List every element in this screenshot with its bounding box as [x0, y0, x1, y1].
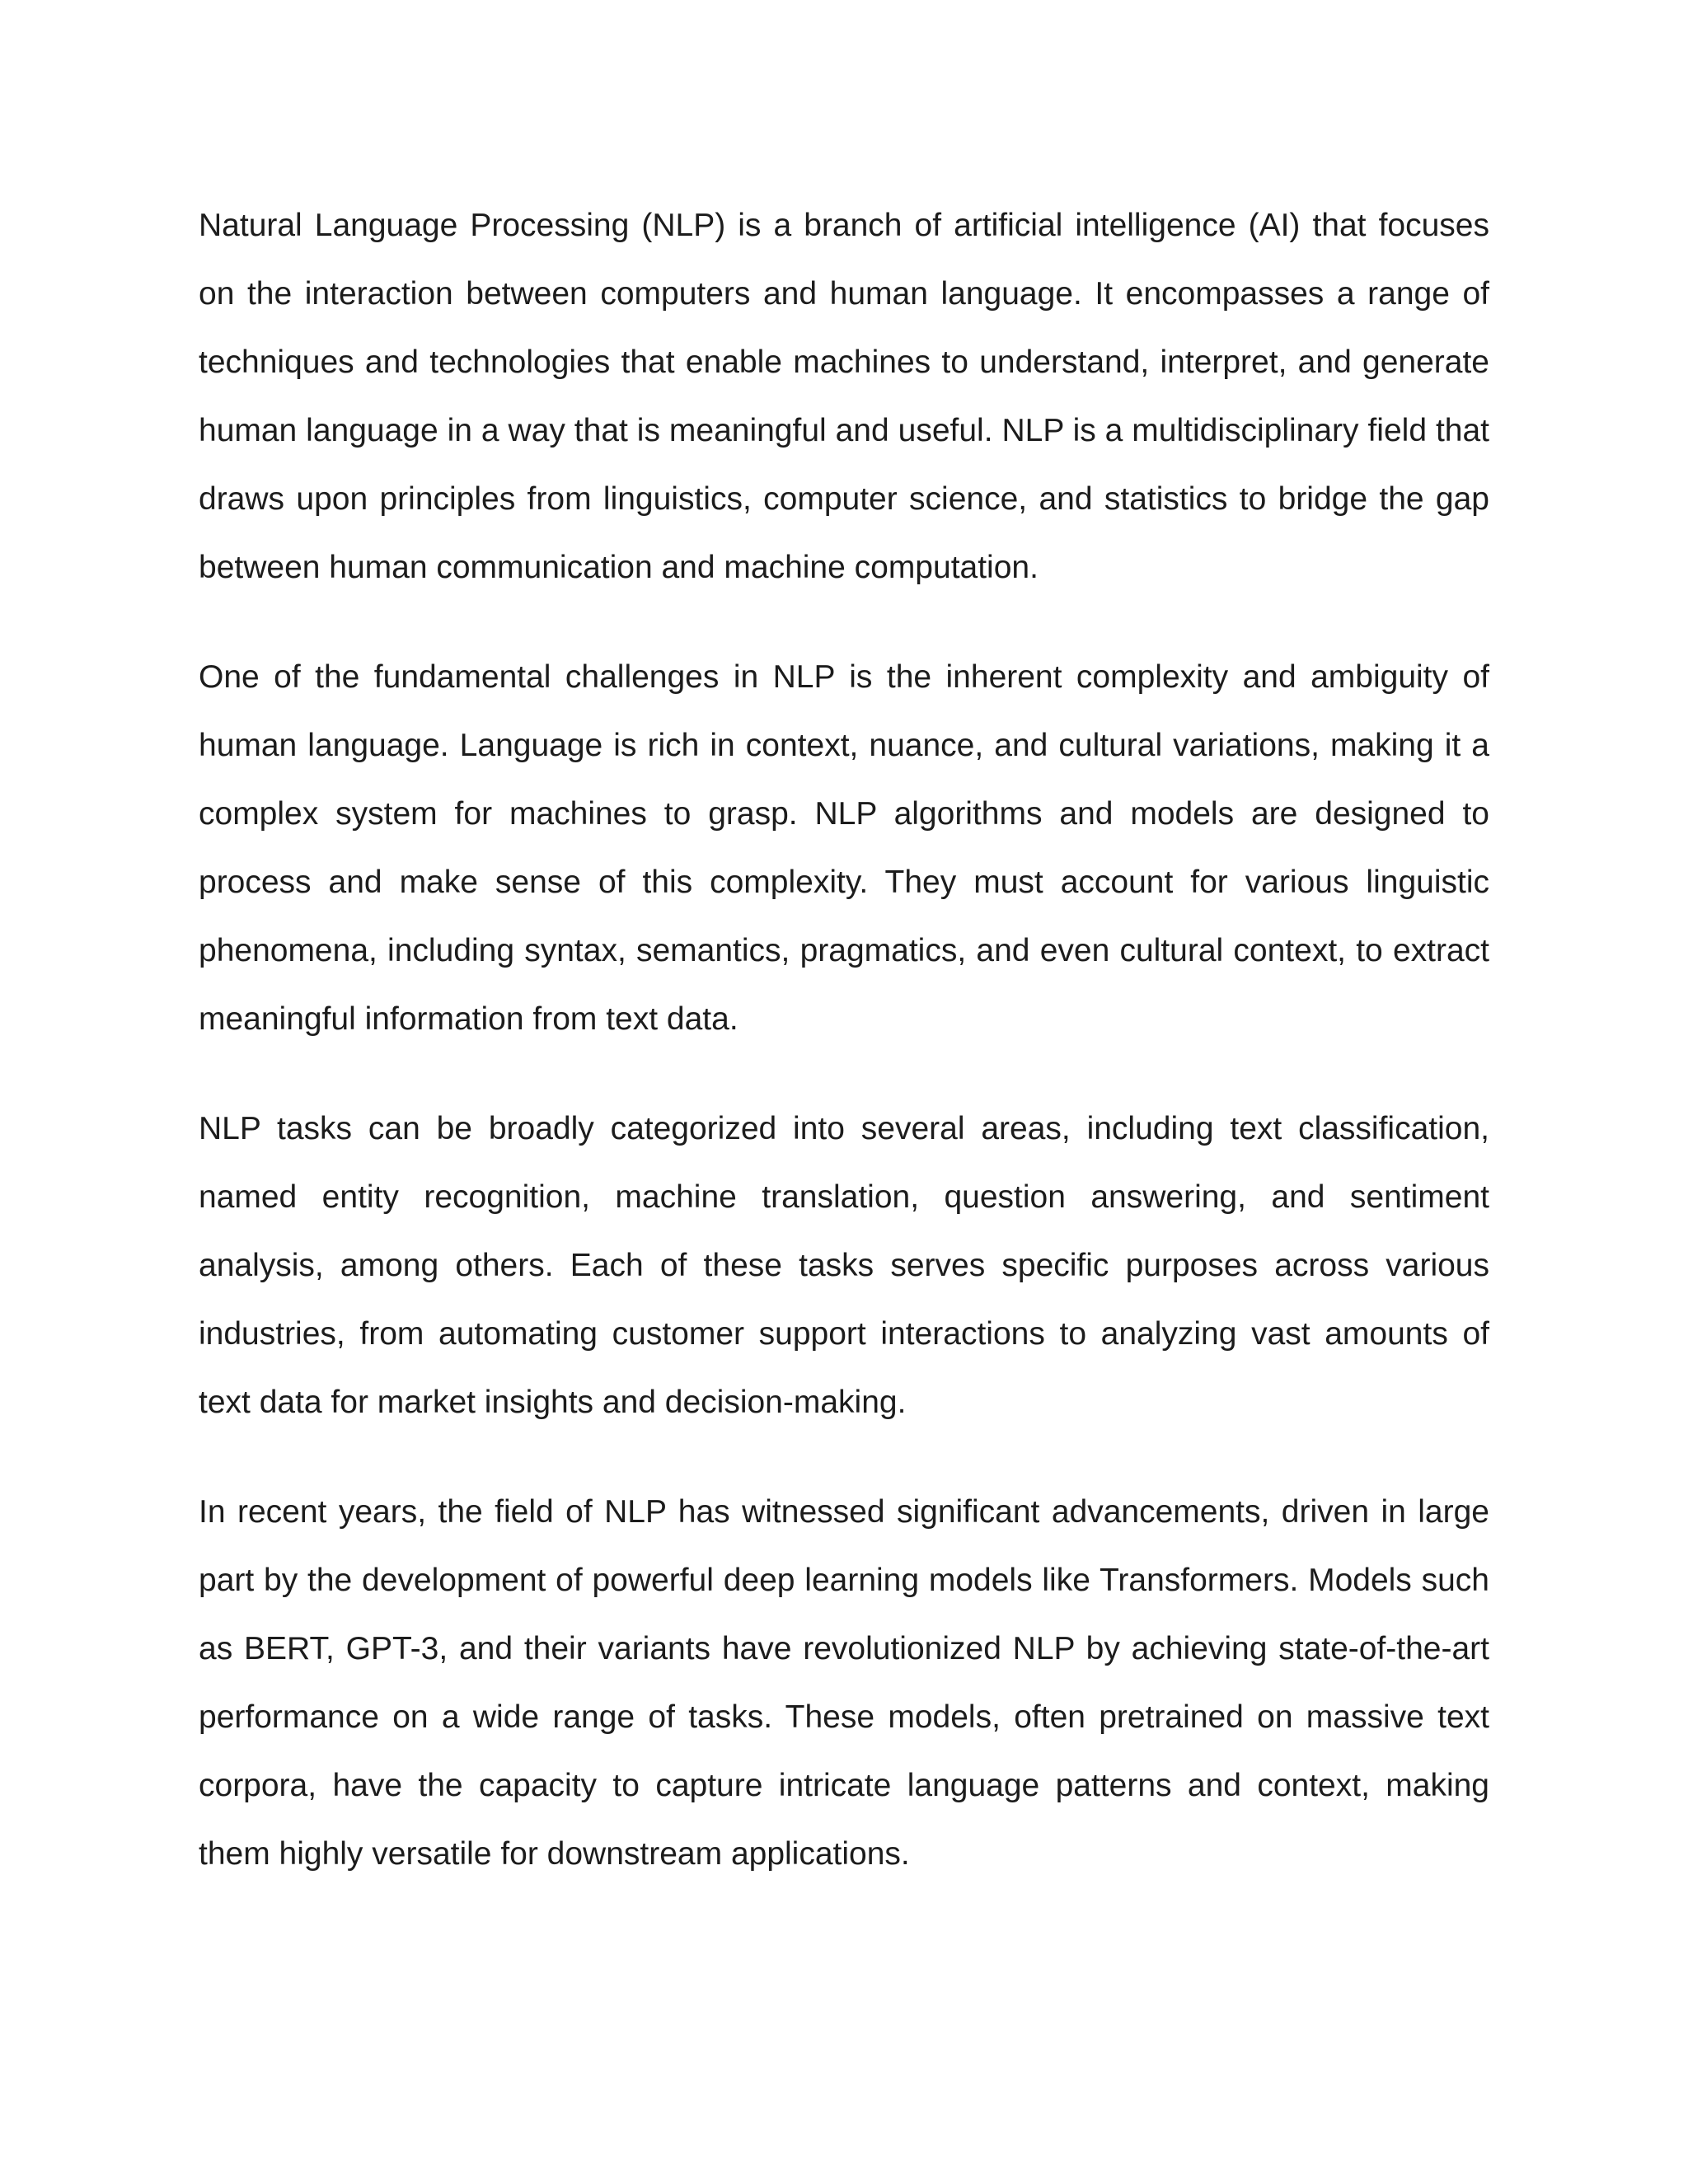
paragraph-nlp-tasks: NLP tasks can be broadly categorized into several areas, including text classification, named entity recognition, machine translation, question answering, and sentiment analysis, among others. Each of these tasks serves specific purposes across various industries, from automating customer support interactions to analyzing vast amounts of text data for market insights and decision-making.	[199, 1111, 1489, 1420]
paragraph-nlp-definition: Natural Language Processing (NLP) is a branch of artificial intelligence (AI) that focuses on the interaction between computers and human language. It encompasses a range of techniques and technologies that enable machines to understand, interpret, and generate human language in a way that is meaningful and useful. NLP is a multidisciplinary field that draws upon principles from linguistics, computer science, and statistics to bridge the gap between human communication and machine computation.	[199, 208, 1489, 585]
document-body	[199, 191, 1489, 1929]
paragraph-nlp-advancements: In recent years, the field of NLP has witnessed significant advancements, driven in large part by the development of powerful deep learning models like Transformers. Models such as BERT, GPT-3, and their variants have revolutionized NLP by achieving state-of-the-art performance on a wide range of tasks. These models, often pretrained on massive text corpora, have the capacity to capture intricate language patterns and context, making them highly versatile for downstream applications.	[199, 1494, 1489, 1872]
paragraph-nlp-challenges: One of the fundamental challenges in NLP is the inherent complexity and ambiguity of human language. Language is rich in context, nuance, and cultural variations, making it a complex system for machines to grasp. NLP algorithms and models are designed to process and make sense of this complexity. They must account for various linguistic phenomena, including syntax, semantics, pragmatics, and even cultural context, to extract meaningful information from text data.	[199, 659, 1489, 1037]
